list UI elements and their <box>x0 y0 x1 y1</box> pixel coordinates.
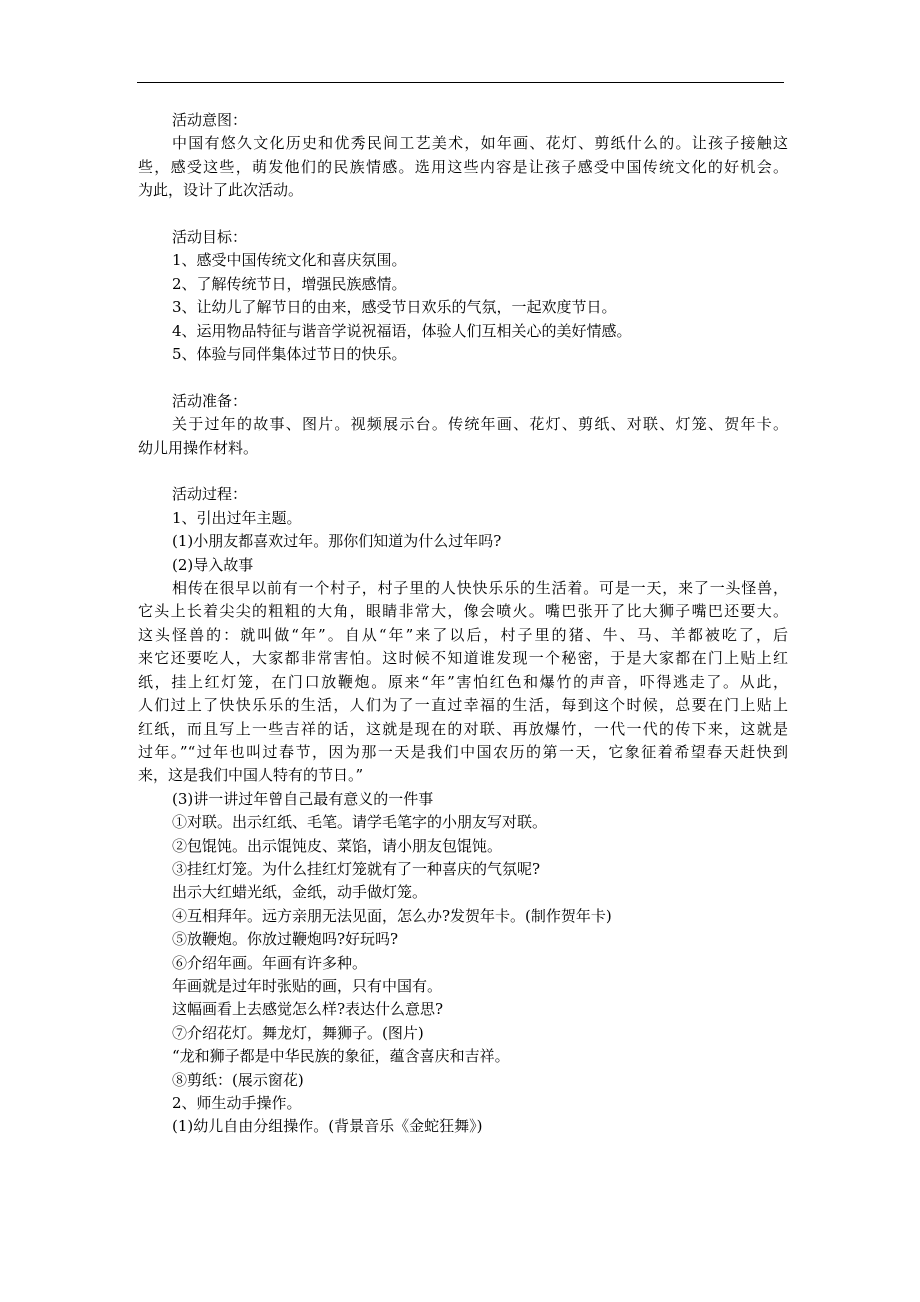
activity-item: ④互相拜年。远方亲朋无法见面，怎么办?发贺年卡。(制作贺年卡) <box>172 906 612 925</box>
paragraph-line: 这头怪兽的：就叫做“年”。自从“年”来了以后，村子里的猪、牛、马、羊都被吃了，后 <box>138 625 788 644</box>
intent-paragraph <box>138 132 788 202</box>
paragraph-line: 它头上长着尖尖的粗粗的大角，眼睛非常大，像会喷火。嘴巴张开了比大狮子嘴巴还要大。 <box>138 602 788 621</box>
paragraph-line: 人们过上了快快乐乐的生活，人们为了一直过幸福的生活，每到这个时候，总要在门上贴上 <box>138 696 788 715</box>
goal-item: 2、了解传统节日，增强民族感情。 <box>172 274 407 293</box>
preparation-heading: 活动准备： <box>172 391 248 410</box>
paragraph-line: 相传在很早以前有一个村子，村子里的人快快乐乐的生活着。可是一天，来了一头怪兽， <box>172 579 788 598</box>
goal-item: 5、体验与同伴集体过节日的快乐。 <box>172 345 407 364</box>
paragraph-line: 幼儿用操作材料。 <box>138 438 259 457</box>
process-heading: 活动过程： <box>172 485 248 504</box>
goal-item: 3、让幼儿了解节日的由来，感受节日欢乐的气氛，一起欢度节日。 <box>172 298 617 317</box>
activity-item: 年画就是过年时张贴的画，只有中国有。 <box>172 976 443 995</box>
step-title: 1、引出过年主题。 <box>172 508 302 527</box>
preparation-paragraph <box>138 413 788 460</box>
paragraph-line: 中国有悠久文化历史和优秀民间工艺美术，如年画、花灯、剪纸什么的。让孩子接触这 <box>172 134 788 153</box>
paragraph-line: 红纸，而且写上一些吉祥的话，这就是现在的对联、再放爆竹，一代一代的传下来，这就是 <box>138 719 788 738</box>
story-paragraph <box>138 577 788 788</box>
goal-item: 1、感受中国传统文化和喜庆氛围。 <box>172 251 407 270</box>
paragraph-line: 关于过年的故事、图片。视频展示台。传统年画、花灯、剪纸、对联、灯笼、贺年卡。 <box>172 415 788 434</box>
step-question: (2)导入故事 <box>172 555 254 574</box>
intent-heading: 活动意图： <box>172 111 248 129</box>
paragraph-line: 过年。”“过年也叫过春节，因为那一天是我们中国农历的第一天，它象征着希望春天赶快到 <box>138 742 788 761</box>
step-question: (1)幼儿自由分组操作。(背景音乐《金蛇狂舞》) <box>172 1117 483 1136</box>
activity-item: ⑧剪纸：(展示窗花) <box>172 1070 304 1089</box>
paragraph-line: 来它还要吃人，大家都非常害怕。这时候不知道谁发现一个秘密，于是大家都在门上贴上红 <box>138 649 788 668</box>
paragraph-line: 来，这是我们中国人特有的节日。” <box>138 766 364 785</box>
activity-item: ①对联。出示红纸、毛笔。请学毛笔字的小朋友写对联。 <box>172 813 548 832</box>
step-question: (3)讲一讲过年曾自己最有意义的一件事 <box>172 789 434 808</box>
paragraph-line: 些，感受这些，萌发他们的民族情感。选用这些内容是让孩子感受中国传统文化的好机会。 <box>138 157 788 176</box>
paragraph-line: 纸，挂上红灯笼，在门口放鞭炮。原来“年”害怕红色和爆竹的声音，吓得逃走了。从此， <box>138 672 788 691</box>
activity-item: 这幅画看上去感觉怎么样?表达什么意思? <box>172 1000 444 1019</box>
paragraph-line: 为此，设计了此次活动。 <box>138 181 304 200</box>
step-title: 2、师生动手操作。 <box>172 1094 302 1113</box>
activity-item: 出示大红蜡光纸，金纸，动手做灯笼。 <box>172 883 428 902</box>
activity-item: “龙和狮子都是中华民族的象征，蕴含喜庆和吉祥。 <box>172 1047 510 1066</box>
goal-item: 4、运用物品特征与谐音学说祝福语，体验人们互相关心的美好情感。 <box>172 321 632 340</box>
activity-item: ②包馄饨。出示馄饨皮、菜馅，请小朋友包馄饨。 <box>172 836 503 855</box>
activity-item: ⑦介绍花灯。舞龙灯，舞狮子。(图片) <box>172 1023 424 1042</box>
activity-item: ⑥介绍年画。年画有许多种。 <box>172 953 368 972</box>
document-body <box>138 109 788 1139</box>
goals-heading: 活动目标： <box>172 228 248 247</box>
header-rule <box>137 82 784 83</box>
activity-item: ③挂红灯笼。为什么挂红灯笼就有了一种喜庆的气氛呢? <box>172 859 541 878</box>
step-question: (1)小朋友都喜欢过年。那你们知道为什么过年吗? <box>172 532 502 551</box>
activity-item: ⑤放鞭炮。你放过鞭炮吗?好玩吗? <box>172 930 399 949</box>
